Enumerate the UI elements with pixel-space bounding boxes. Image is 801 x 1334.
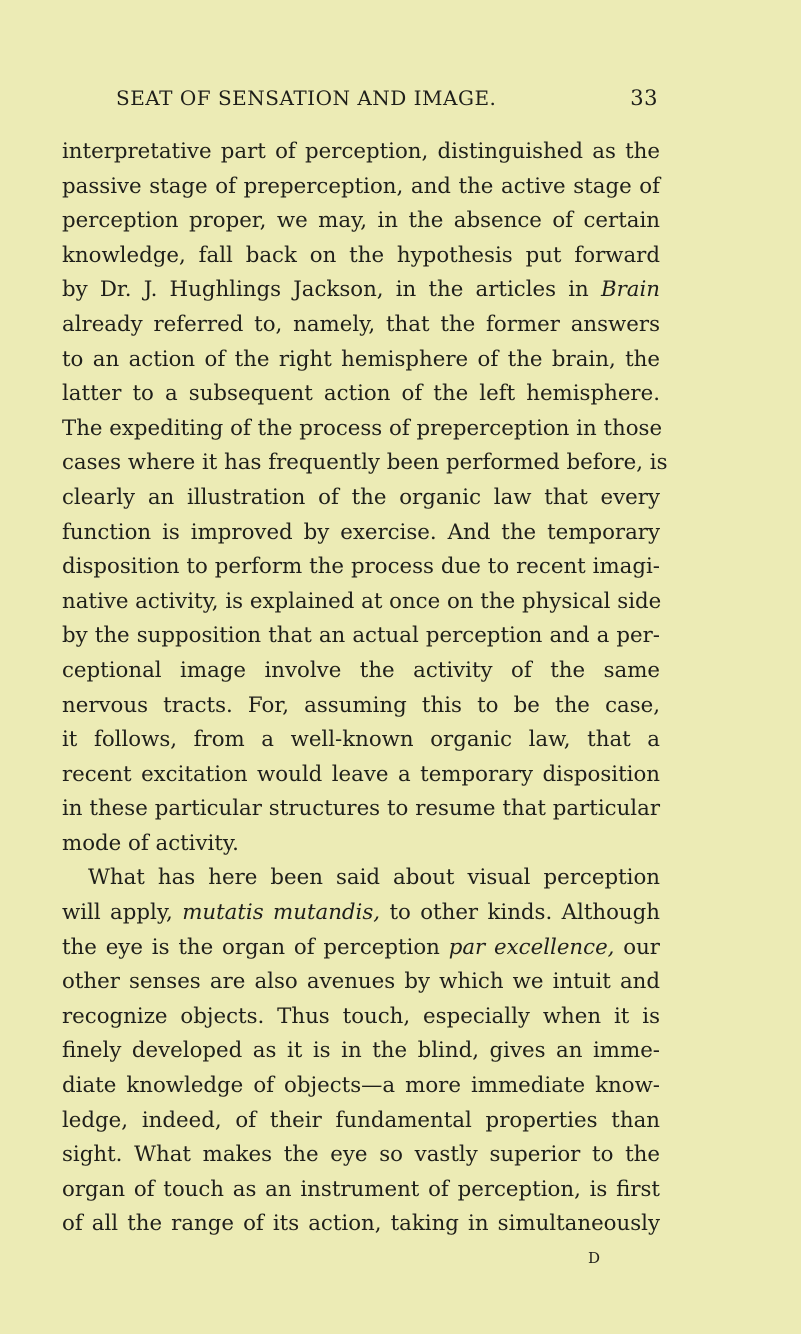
italic-brain: Brain bbox=[600, 277, 660, 303]
text-line: recognize objects. Thus touch, especially when it is bbox=[62, 1003, 660, 1029]
text-line: ledge, indeed, of their fundamental properties than bbox=[62, 1107, 660, 1133]
text-line: disposition to perform the process due to recent imagi- bbox=[62, 554, 660, 580]
text-line: perception proper, we may, in the absence of certain bbox=[62, 208, 660, 234]
text-line: recent excitation would leave a temporary disposition bbox=[62, 761, 660, 787]
page-number: 33 bbox=[630, 86, 658, 110]
text-line: latter to a subsequent action of the left hemisphere. bbox=[62, 381, 660, 407]
running-title: SEAT OF SENSATION AND IMAGE. bbox=[116, 86, 497, 110]
text-line: passive stage of preperception, and the active stage of bbox=[62, 173, 660, 199]
body-text bbox=[62, 135, 668, 1242]
text-line: diate knowledge of objects—a more immediate know- bbox=[62, 1073, 660, 1099]
text-line: by the supposition that an actual perception and a per- bbox=[62, 623, 660, 649]
text-line: in these particular structures to resume that particular bbox=[62, 796, 660, 822]
text-line: organ of touch as an instrument of perception, is first bbox=[62, 1176, 660, 1202]
signature-mark: D bbox=[588, 1249, 602, 1267]
text-line: already referred to, namely, that the former answers bbox=[62, 311, 660, 337]
text-span: the eye is the organ of perception bbox=[62, 934, 449, 960]
text-line: interpretative part of perception, distinguished as the bbox=[62, 139, 660, 164]
text-line: nervous tracts. For, assuming this to be the case, bbox=[62, 692, 660, 718]
text-line: knowledge, fall back on the hypothesis put forward bbox=[62, 242, 660, 268]
text-line: cases where it has frequently been performed before, is bbox=[62, 450, 668, 476]
text-line: of all the range of its action, taking in simultaneously bbox=[62, 1211, 660, 1237]
text-span: our bbox=[614, 934, 660, 960]
text-line bbox=[62, 273, 660, 308]
text-line: sight. What makes the eye so vastly superior to the bbox=[62, 1142, 660, 1168]
text-span: by Dr. J. Hughlings Jackson, in the articles in bbox=[62, 277, 601, 303]
italic-par-excellence: par excellence, bbox=[448, 934, 615, 960]
text-line: mode of activity. bbox=[62, 830, 239, 856]
text-line bbox=[62, 896, 660, 931]
italic-mutatis-mutandis: mutatis mutandis, bbox=[182, 900, 381, 926]
running-head bbox=[116, 86, 656, 116]
text-line: clearly an illustration of the organic law that every bbox=[62, 484, 660, 510]
text-span: will apply, bbox=[62, 900, 183, 926]
text-line: ceptional image involve the activity of the same bbox=[62, 657, 660, 683]
text-line: it follows, from a well-known organic law, that a bbox=[62, 727, 660, 753]
text-line bbox=[62, 931, 660, 966]
text-line: other senses are also avenues by which we intuit and bbox=[62, 969, 660, 995]
text-line: function is improved by exercise. And the temporary bbox=[62, 519, 660, 545]
text-line: The expediting of the process of preperception in those bbox=[62, 415, 663, 441]
text-line: native activity, is explained at once on the physical side bbox=[62, 588, 662, 614]
text-span: to other kinds. Although bbox=[380, 900, 660, 926]
text-line: to an action of the right hemisphere of the brain, the bbox=[62, 346, 660, 372]
text-line: finely developed as it is in the blind, gives an imme- bbox=[62, 1038, 660, 1064]
text-line: What has here been said about visual perception bbox=[88, 865, 660, 891]
